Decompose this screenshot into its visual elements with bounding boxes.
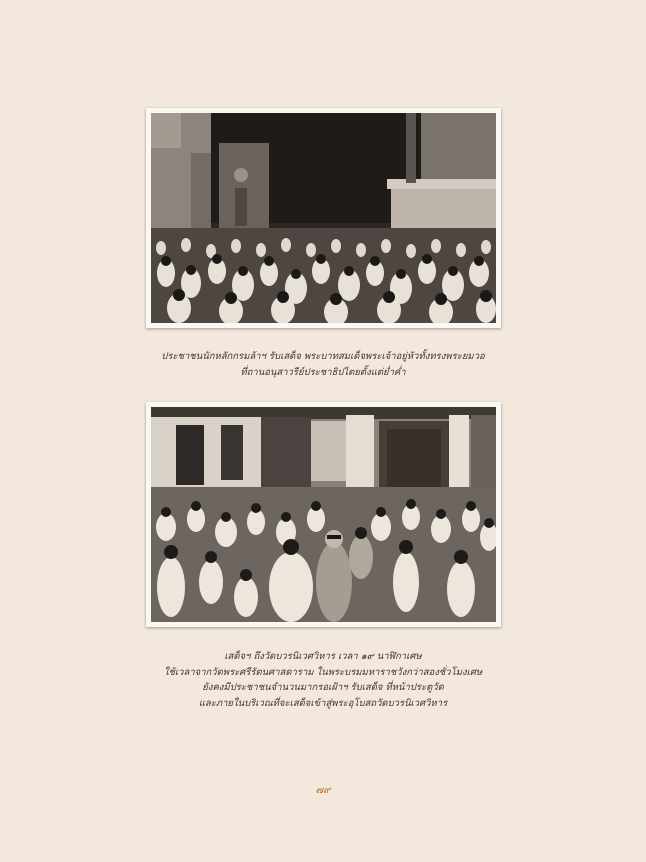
caption-line: ยังคงมีประชาชนจำนวนมากรอเฝ้าฯ รับเสด็จ ที่หน้าประตูวัด <box>202 682 444 693</box>
crowd-night-photo <box>151 113 496 323</box>
page-number: ๗๙ <box>315 785 331 796</box>
caption-line: ประชาชนนักหลักกรมล้าฯ รับเสด็จ พระบาทสมเด็จพระเจ้าอยู่หัวทั้งทรงพระยมวอ <box>161 351 485 362</box>
caption-line: เสด็จฯ ถึงวัดบวรนิเวศวิหาร เวลา ๑๙ นาฬิกาเศษ <box>224 651 422 662</box>
caption-line: ใช้เวลาจากวัดพระศรีรัตนศาสดาราม ในพระบรมมหาราชวังกว่าสองชั่วโมงเศษ <box>163 666 483 678</box>
caption-line: และภายในบริเวณที่จะเสด็จเข้าสู่พระอุโบสถวัดบวรนิเวศวิหาร <box>198 697 448 709</box>
photo-caption-1 <box>0 349 646 380</box>
photo-frame-2 <box>146 402 501 627</box>
temple-crowd-photo <box>151 407 496 622</box>
photo-frame-1 <box>146 108 501 328</box>
photo-caption-2 <box>0 649 646 711</box>
caption-line: ที่ถานอนุสาวรีย์ประชาธิปไตยตั้งแต่ย่ำค่ำ <box>240 366 406 378</box>
